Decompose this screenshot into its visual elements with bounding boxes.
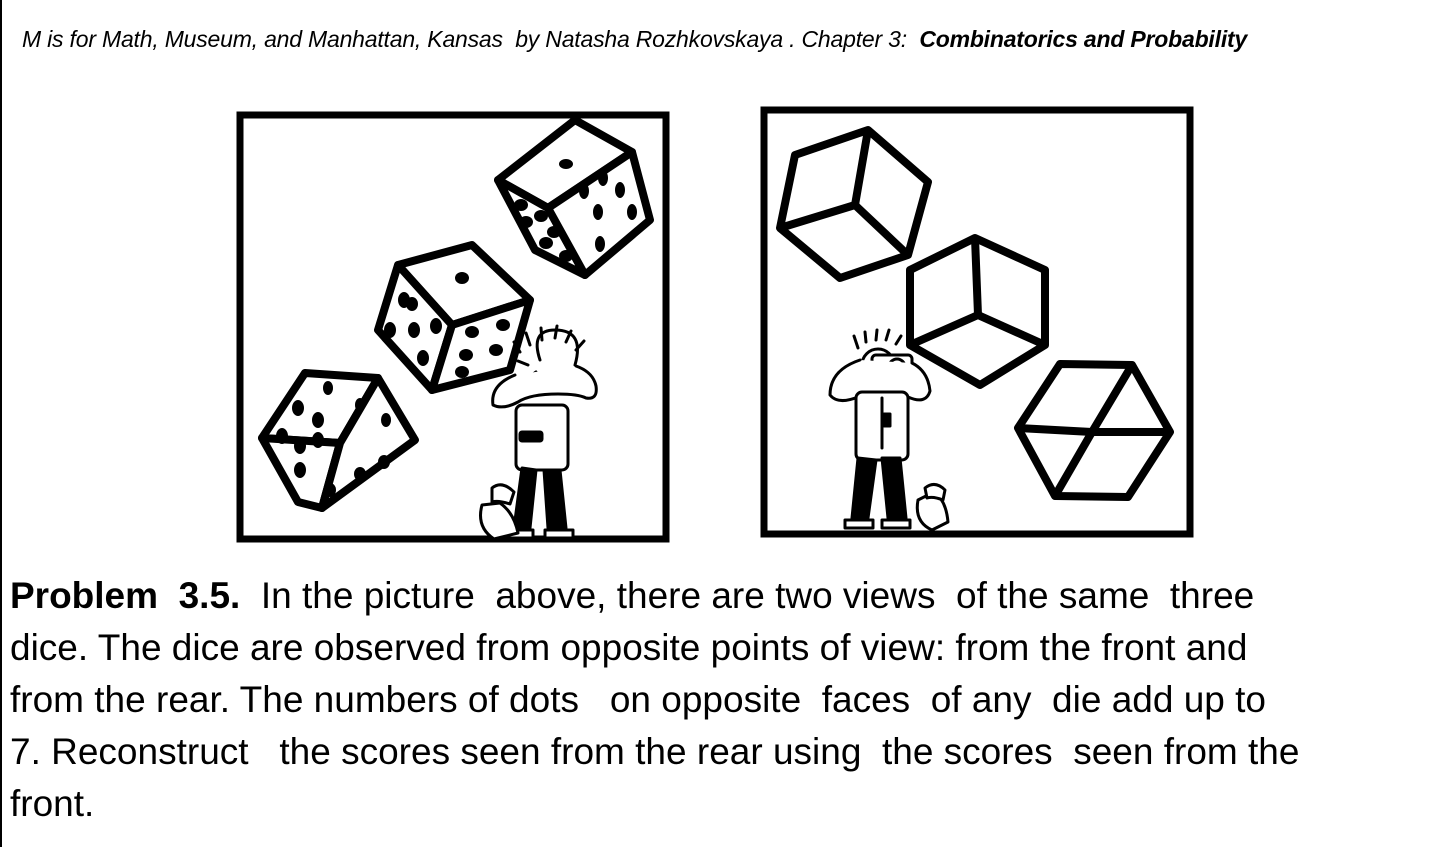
problem-line-3: from the rear. The numbers of dots on opposite faces of any die add up to [10, 679, 1267, 720]
front-die-top [498, 120, 650, 275]
chapter-prefix: Chapter 3: [801, 26, 907, 52]
author-credit: by Natasha Rozhkovskaya . [515, 26, 796, 52]
problem-line-4: 7. Reconstruct the scores seen from the rear using the scores seen from the [10, 731, 1300, 772]
front-view-panel [240, 115, 666, 539]
problem-text [10, 570, 1422, 830]
problem-line-1: Problem 3.5. In the picture above, there are two views of the same three [10, 575, 1255, 616]
problem-line-5: front. [10, 783, 95, 824]
front-die-bottom [262, 373, 415, 508]
problem-label: Problem 3.5. [10, 575, 241, 616]
front-die-middle [378, 245, 530, 390]
rear-view-panel [764, 110, 1190, 534]
rear-die-top [780, 130, 928, 278]
chapter-title: Combinatorics and Probability [919, 26, 1248, 52]
problem-line-2: dice. The dice are observed from opposite points of view: from the front and [10, 627, 1248, 668]
book-title: M is for Math, Museum, and Manhattan, Kansas [22, 26, 503, 52]
rear-die-bottom [1018, 364, 1170, 497]
rear-die-middle [910, 238, 1045, 385]
